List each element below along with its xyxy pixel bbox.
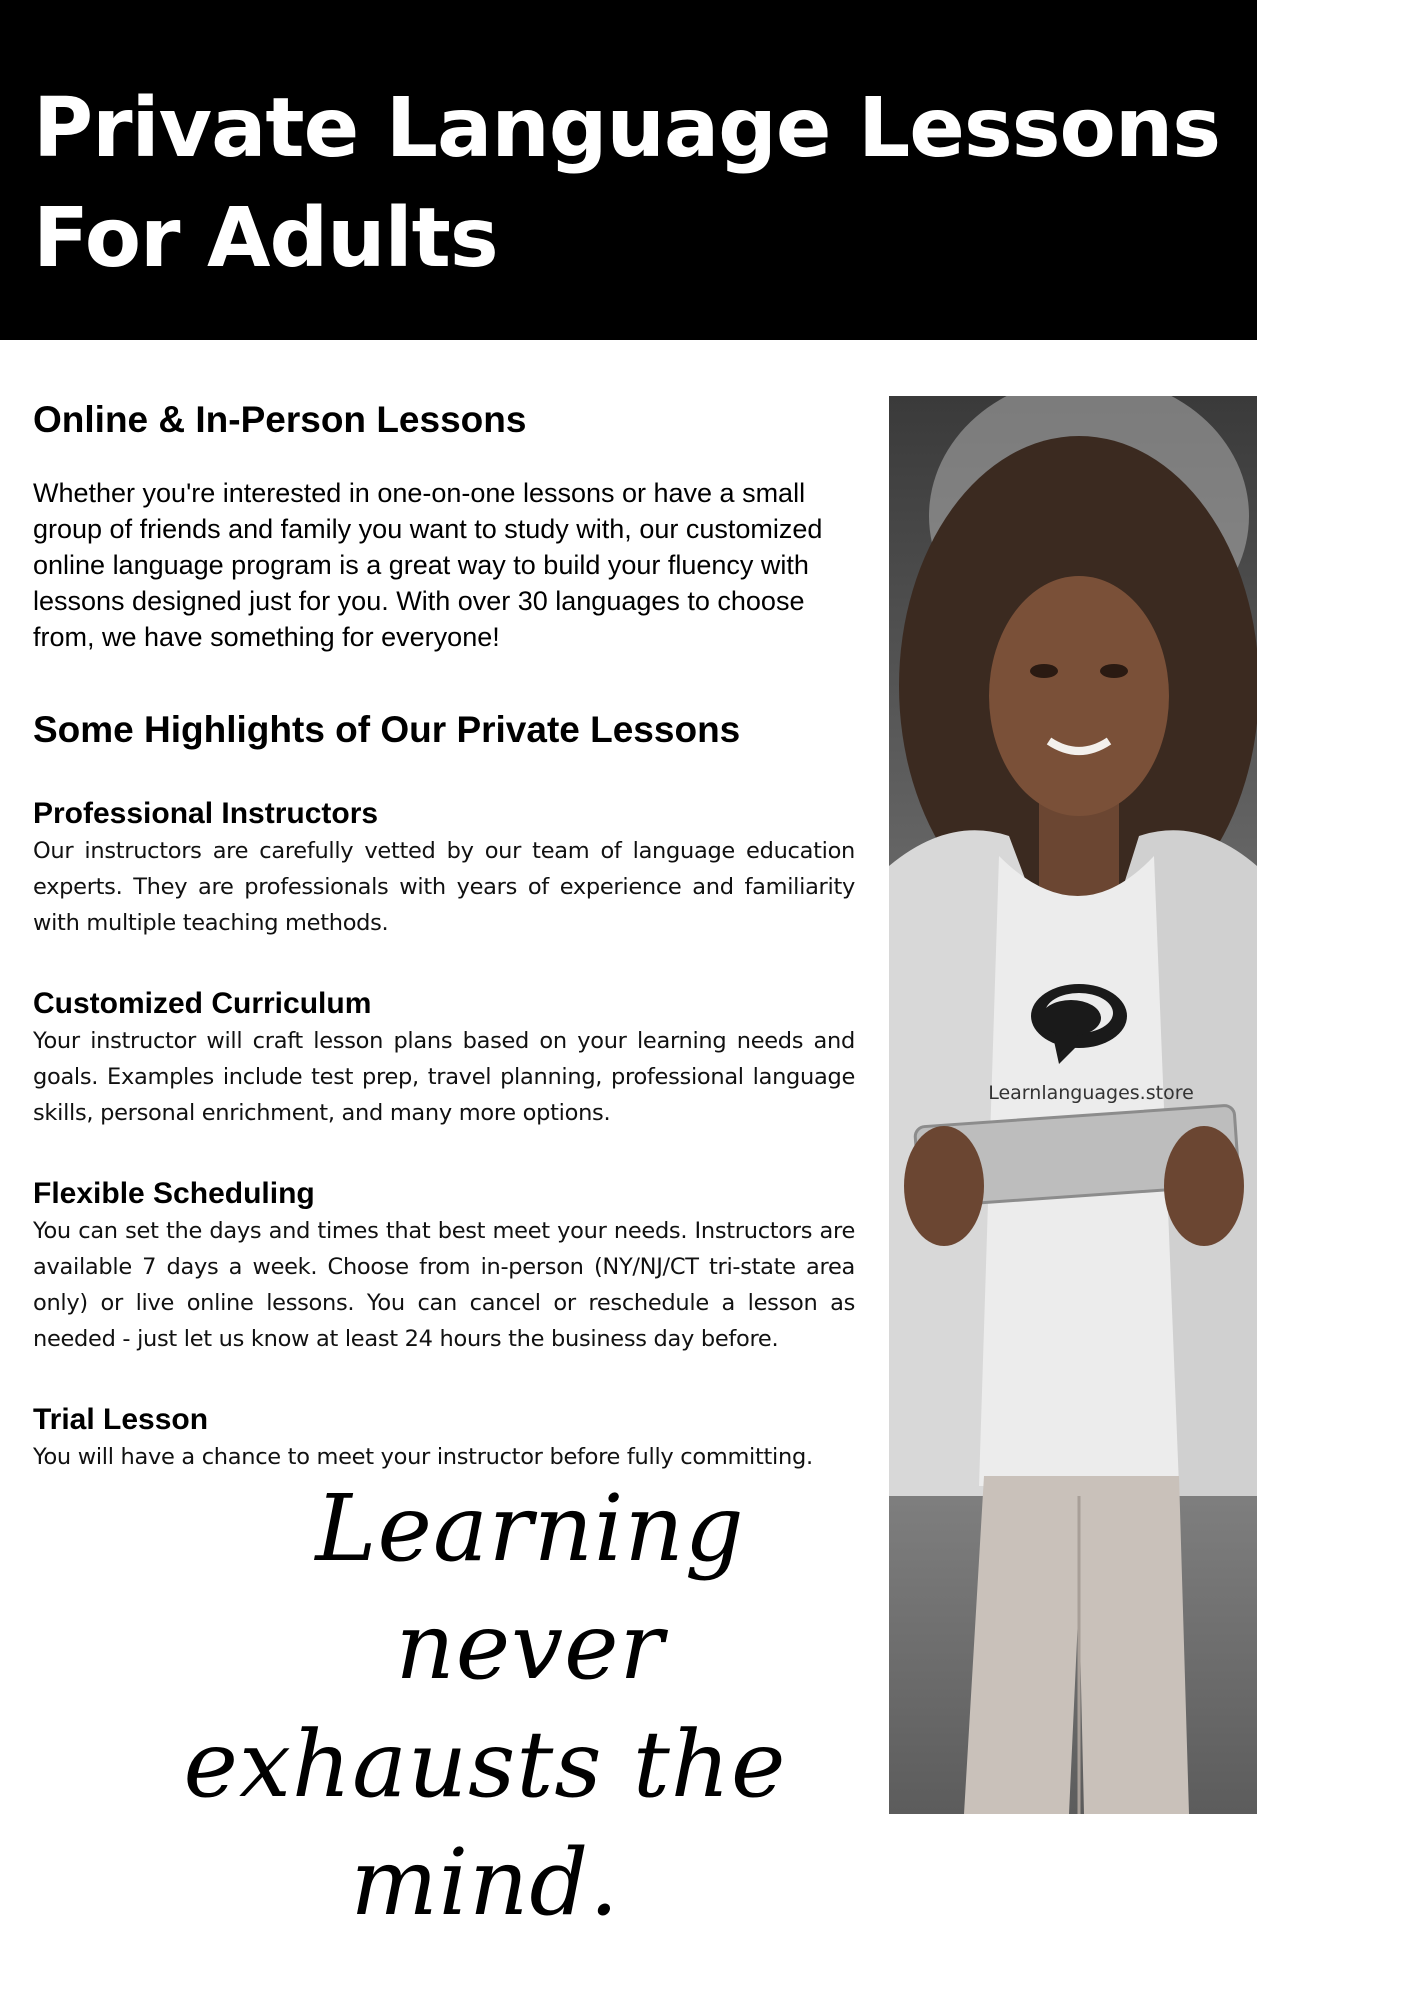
- highlight-item: [33, 1401, 855, 1475]
- highlight-text: You will have a chance to meet your instructor before fully committing.: [33, 1444, 813, 1470]
- highlight-item: [33, 1175, 855, 1357]
- main-content: [33, 395, 855, 1475]
- header-banner: [0, 0, 1257, 340]
- highlight-item: [33, 985, 855, 1131]
- shirt-logo-text: Learnlanguages.store: [988, 1082, 1194, 1104]
- highlight-item: [33, 795, 855, 941]
- highlight-text: You can set the days and times that best meet your needs. Instructors are available 7 days a week. Choose from in-person (NY/NJ/CT tri-state area only) or live online lessons. You can cancel or reschedule a lesson as needed - just let us know at least 24 hours the business day before.: [33, 1218, 855, 1352]
- intro-heading: Online & In-Person Lessons: [33, 399, 527, 440]
- highlight-text: Your instructor will craft lesson plans based on your learning needs and goals. Examples include test prep, travel planning, professional language skills, personal enrichment, and many more options.: [33, 1028, 855, 1126]
- student-illustration: [889, 396, 1257, 1814]
- student-photo: [889, 396, 1257, 1814]
- highlight-text: Our instructors are carefully vetted by our team of language education experts. They are professionals with years of experience and familiarity with multiple teaching methods.: [33, 838, 855, 936]
- highlight-title: Customized Curriculum: [33, 987, 372, 1020]
- highlight-title: Flexible Scheduling: [33, 1177, 315, 1210]
- highlight-title: Trial Lesson: [33, 1403, 209, 1436]
- highlight-title: Professional Instructors: [33, 797, 379, 830]
- page-title: Private Language Lessons For Adults: [33, 81, 1221, 286]
- intro-paragraph: Whether you're interested in one-on-one lessons or have a small group of friends and family you want to study with, our customized online language program is a great way to build your fluency with lessons designed just for you. With over 30 languages to choose from, we have something for everyone!: [33, 478, 823, 652]
- script-quote: [120, 1470, 850, 1942]
- highlights-heading: Some Highlights of Our Private Lessons: [33, 709, 741, 750]
- quote-line-1: Learning never: [315, 1475, 745, 1700]
- quote-line-2: exhausts the mind.: [183, 1711, 787, 1936]
